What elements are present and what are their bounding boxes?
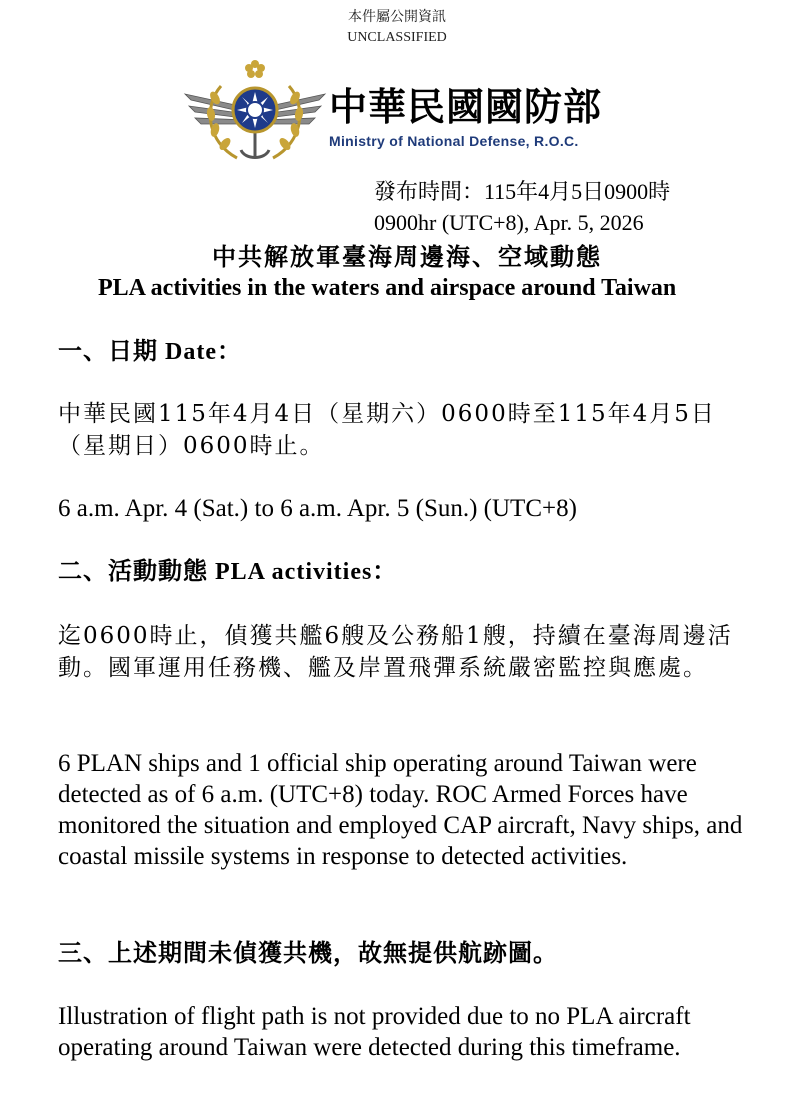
ministry-name-en: Ministry of National Defense, R.O.C. (329, 133, 579, 149)
release-time (374, 176, 670, 238)
ministry-name-zh: 中華民國國防部 (329, 84, 603, 129)
classification-zh: 本件屬公開資訊 (348, 10, 446, 25)
section-date-en: 6 a.m. Apr. 4 (Sat.) to 6 a.m. Apr. 5 (Sun.) (UTC+8) (58, 495, 577, 522)
document-title-en: PLA activities in the waters and airspace around Taiwan (98, 275, 677, 301)
section-date-heading: 一、日期 Date： (58, 339, 242, 365)
section-date-zh: 中華民國115年4月4日（星期六）0600時至115年4月5日（星期日）0600時止。 (58, 401, 716, 459)
classification-header (0, 8, 794, 48)
section-activities-en: 6 PLAN ships and 1 official ship operating around Taiwan were detected as of 6 a.m. (UTC+8) today. ROC Armed Forces have monitored the situation and employed CAP aircraft, Navy ships, and coastal missile systems in response to detected activities. (58, 750, 743, 870)
section-activities-heading: 二、活動動態 PLA activities： (58, 559, 398, 585)
document-title-zh: 中共解放軍臺海周邊海、空域動態 (212, 242, 602, 271)
ministry-emblem-icon (181, 58, 329, 170)
release-time-zh: 發布時間：115年4月5日0900時 (374, 179, 671, 204)
release-time-en: 0900hr (UTC+8), Apr. 5, 2026 (374, 210, 644, 235)
section-flight-path-en: Illustration of flight path is not provided due to no PLA aircraft operating around Taiwan were detected during this timeframe. (58, 1003, 691, 1061)
section-activities-zh: 迄0600時止，偵獲共艦6艘及公務船1艘，持續在臺海周邊活動。國軍運用任務機、艦及岸置飛彈系統嚴密監控與應處。 (58, 623, 733, 681)
classification-en: UNCLASSIFIED (347, 30, 447, 45)
section-flight-path-heading: 三、上述期間未偵獲共機，故無提供航跡圖。 (58, 941, 558, 967)
